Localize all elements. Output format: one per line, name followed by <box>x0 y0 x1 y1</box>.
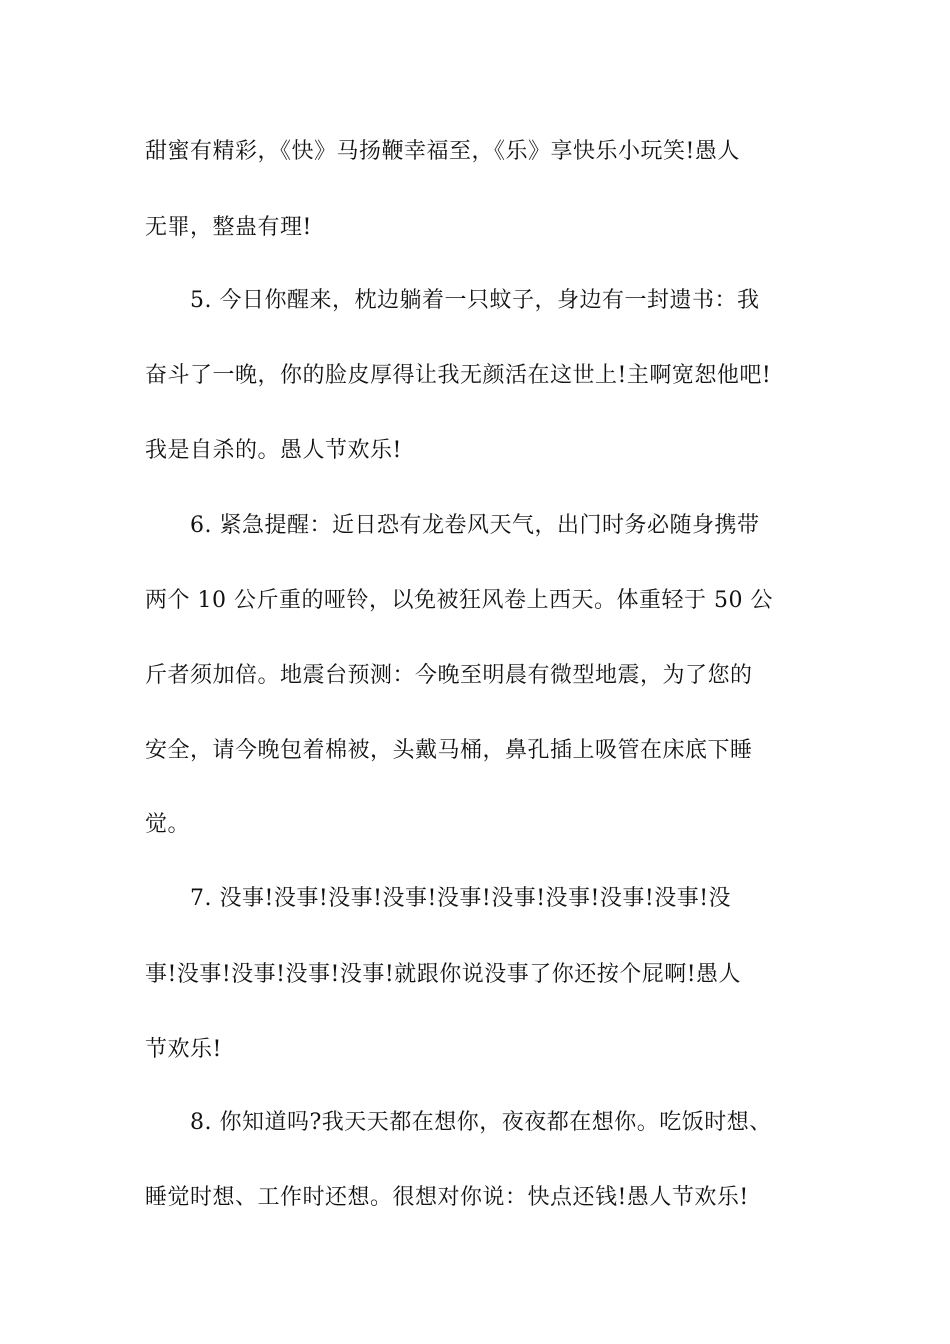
paragraph-line: 奋斗了一晚，你的脸皮厚得让我无颜活在这世上!主啊宽恕他吧! <box>145 363 772 388</box>
paragraph-line: 节欢乐! <box>145 1037 222 1062</box>
paragraph-line: 斤者须加倍。地震台预测：今晚至明晨有微型地震，为了您的 <box>145 663 753 688</box>
paragraph-line: 事!没事!没事!没事!没事!就跟你说没事了你还按个屁啊!愚人 <box>145 962 742 987</box>
item-7-line: 7. 没事!没事!没事!没事!没事!没事!没事!没事!没事!没 <box>190 886 732 911</box>
item-5-line: 5. 今日你醒来，枕边躺着一只蚊子，身边有一封遗书：我 <box>190 288 760 313</box>
item-6-line: 6. 紧急提醒：近日恐有龙卷风天气，出门时务必随身携带 <box>190 513 760 538</box>
paragraph-line: 睡觉时想、工作时还想。很想对你说：快点还钱!愚人节欢乐! <box>145 1185 749 1210</box>
paragraph-line: 安全，请今晚包着棉被，头戴马桶，鼻孔插上吸管在床底下睡 <box>145 738 753 763</box>
paragraph-line: 甜蜜有精彩，《快》马扬鞭幸福至，《乐》享快乐小玩笑!愚人 <box>145 139 740 164</box>
paragraph-line: 觉。 <box>145 812 191 837</box>
paragraph-line: 无罪，整蛊有理! <box>145 215 312 240</box>
paragraph-line: 两个 10 公斤重的哑铃，以免被狂风卷上西天。体重轻于 50 公 <box>145 588 773 613</box>
item-8-line: 8. 你知道吗?我天天都在想你，夜夜都在想你。吃饭时想、 <box>190 1110 772 1135</box>
paragraph-line: 我是自杀的。愚人节欢乐! <box>145 438 402 463</box>
